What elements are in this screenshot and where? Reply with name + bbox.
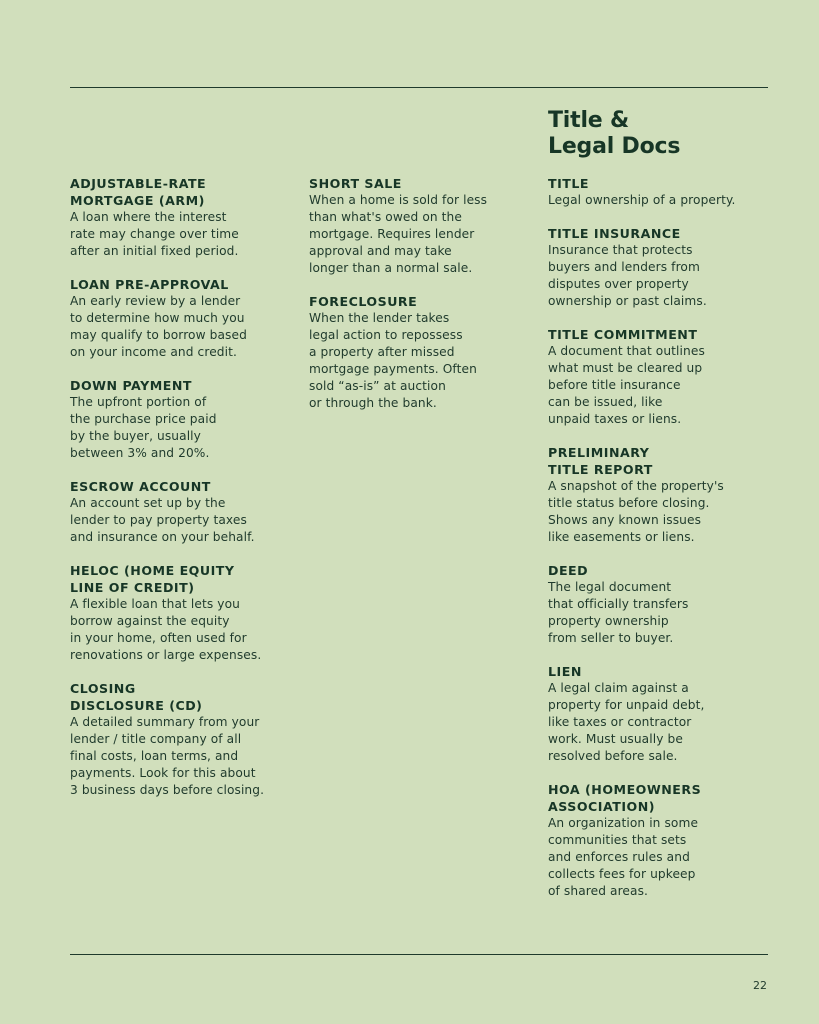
term-definition: An account set up by the lender to pay property taxes and insurance on your behalf. — [70, 496, 255, 544]
glossary-term — [70, 562, 302, 664]
term-definition: A flexible loan that lets you borrow against the equity in your home, often used for renovations or large expenses. — [70, 597, 262, 662]
term-definition: An early review by a lender to determine how much you may qualify to borrow based on your income and credit. — [70, 294, 247, 359]
term-name: HELOC (HOME EQUITY LINE OF CREDIT) — [70, 563, 235, 595]
term-name: ESCROW ACCOUNT — [70, 479, 211, 494]
term-name: FORECLOSURE — [309, 294, 418, 309]
glossary-term — [548, 562, 780, 647]
glossary-term — [70, 478, 302, 546]
term-definition: Insurance that protects buyers and lenders from disputes over property ownership or past claims. — [548, 243, 707, 308]
glossary-column-3 — [548, 175, 780, 916]
glossary-term — [70, 276, 302, 361]
top-divider — [70, 87, 768, 88]
section-title: Title & Legal Docs — [548, 108, 681, 159]
glossary-term — [548, 225, 780, 310]
term-name: DOWN PAYMENT — [70, 378, 192, 393]
term-name: PRELIMINARY TITLE REPORT — [548, 445, 653, 477]
glossary-term — [70, 680, 302, 799]
term-name: TITLE COMMITMENT — [548, 327, 698, 342]
glossary-term — [70, 175, 302, 260]
term-name: ADJUSTABLE-RATE MORTGAGE (ARM) — [70, 176, 207, 208]
term-name: LIEN — [548, 664, 582, 679]
bottom-divider — [70, 954, 768, 955]
term-name: HOA (HOMEOWNERS ASSOCIATION) — [548, 782, 702, 814]
glossary-term — [548, 781, 780, 900]
term-name: TITLE — [548, 176, 589, 191]
glossary-term — [70, 377, 302, 462]
term-name: CLOSING DISCLOSURE (CD) — [70, 681, 203, 713]
term-definition: The legal document that officially transfers property ownership from seller to buyer. — [548, 580, 689, 645]
glossary-term — [309, 175, 541, 277]
glossary-term — [548, 326, 780, 428]
glossary-term — [548, 175, 780, 209]
term-name: TITLE INSURANCE — [548, 226, 681, 241]
glossary-column-2 — [309, 175, 541, 428]
glossary-term — [548, 663, 780, 765]
glossary-term — [548, 444, 780, 546]
term-definition: A document that outlines what must be cleared up before title insurance can be issued, like unpaid taxes or liens. — [548, 344, 705, 426]
term-name: LOAN PRE-APPROVAL — [70, 277, 229, 292]
term-definition: A legal claim against a property for unpaid debt, like taxes or contractor work. Must usually be resolved before sale. — [548, 681, 705, 763]
term-definition: An organization in some communities that sets and enforces rules and collects fees for upkeep of shared areas. — [548, 816, 699, 898]
term-definition: When the lender takes legal action to repossess a property after missed mortgage payments. Often sold “as-is” at auction or through the bank. — [309, 311, 477, 410]
term-definition: Legal ownership of a property. — [548, 193, 736, 207]
page-number: 22 — [753, 979, 767, 992]
term-definition: A loan where the interest rate may change over time after an initial fixed period. — [70, 210, 239, 258]
term-definition: A detailed summary from your lender / title company of all final costs, loan terms, and payments. Look for this about 3 business days before closing. — [70, 715, 265, 797]
term-definition: The upfront portion of the purchase price paid by the buyer, usually between 3% and 20%. — [70, 395, 217, 460]
term-name: SHORT SALE — [309, 176, 402, 191]
glossary-term — [309, 293, 541, 412]
term-definition: When a home is sold for less than what's owed on the mortgage. Requires lender approval and may take longer than a normal sale. — [309, 193, 488, 275]
term-name: DEED — [548, 563, 589, 578]
term-definition: A snapshot of the property's title status before closing. Shows any known issues like easements or liens. — [548, 479, 724, 544]
glossary-column-1 — [70, 175, 302, 815]
